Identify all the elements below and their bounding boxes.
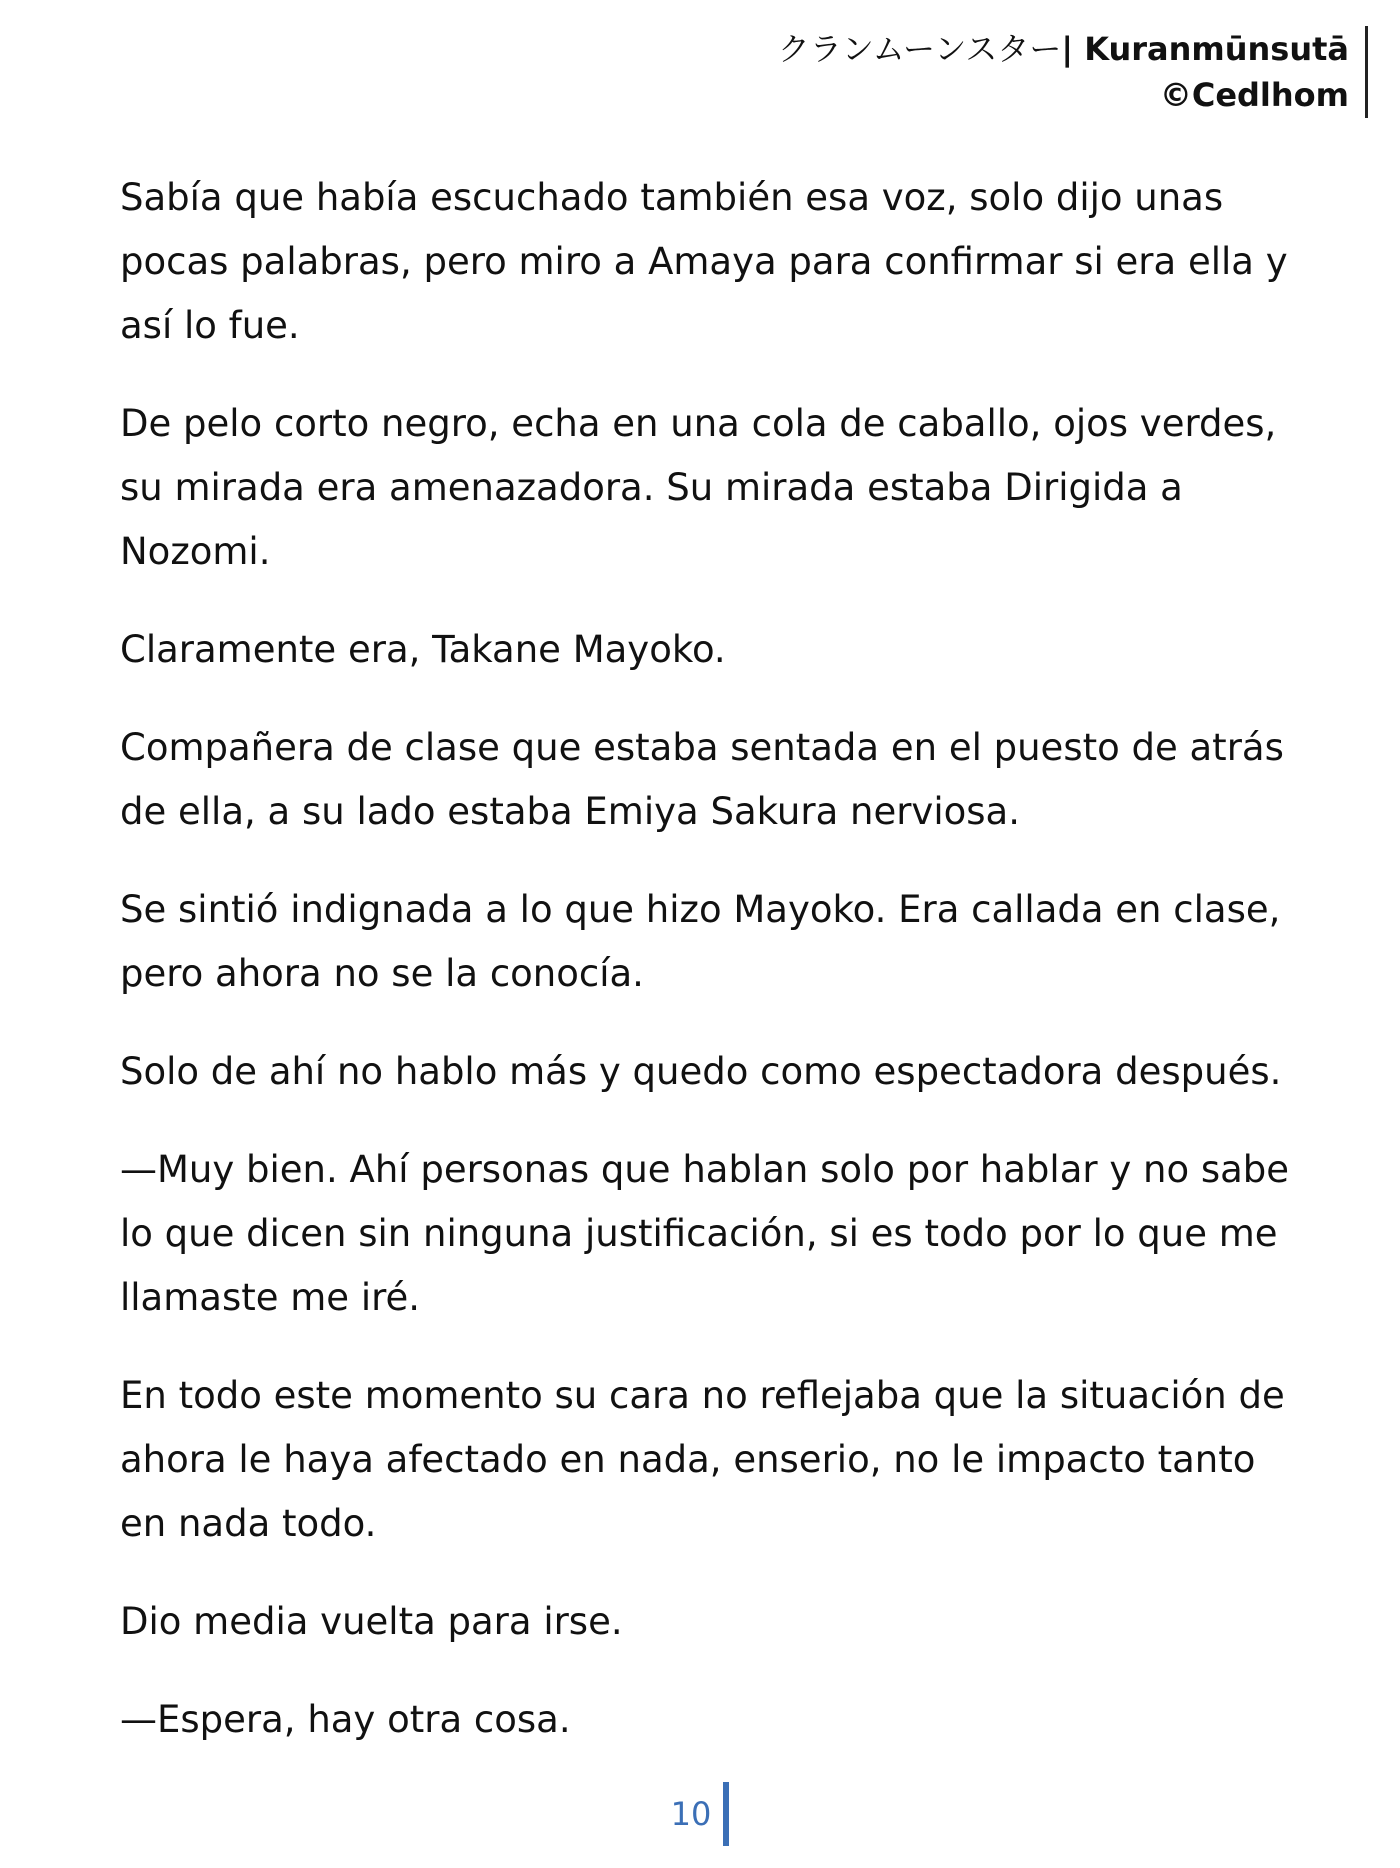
paragraph: En todo este momento su cara no reflejaba que la situación de ahora le haya afectado en nada, enserio, no le impacto tanto en nada todo. [120,1374,1285,1545]
header-copyright: ©Cedlhom [1159,76,1349,114]
page-number: 10 [671,1782,730,1846]
paragraph: De pelo corto negro, echa en una cola de caballo, ojos verdes, su mirada era amenazadora. Su mirada estaba Dirigida a Nozomi. [120,402,1277,573]
page-footer [0,1782,1400,1846]
header-romaji-title: Kuranmūnsutā [1084,30,1349,68]
header-separator: | [1061,30,1074,68]
paragraph: Sabía que había escuchado también esa voz, solo dijo unas pocas palabras, pero miro a Amaya para confirmar si era ella y así lo fue. [120,176,1288,347]
paragraph: Dio media vuelta para irse. [120,1600,623,1643]
header-japanese-title: クランムーンスター [777,30,1062,68]
paragraph: Claramente era, Takane Mayoko. [120,628,726,671]
paragraph: Se sintió indignada a lo que hizo Mayoko. Era callada en clase, pero ahora no se la conocía. [120,888,1281,995]
paragraph: —Muy bien. Ahí personas que hablan solo por hablar y no sabe lo que dicen sin ninguna justificación, si es todo por lo que me llamaste me iré. [120,1148,1290,1319]
header-title-line [778,26,1349,72]
paragraph: Compañera de clase que estaba sentada en el puesto de atrás de ella, a su lado estaba Emiya Sakura nerviosa. [120,726,1284,833]
page-header [778,26,1368,118]
paragraph: Solo de ahí no hablo más y quedo como espectadora después. [120,1050,1282,1093]
page-body [120,166,1300,1786]
paragraph: —Espera, hay otra cosa. [120,1698,571,1741]
